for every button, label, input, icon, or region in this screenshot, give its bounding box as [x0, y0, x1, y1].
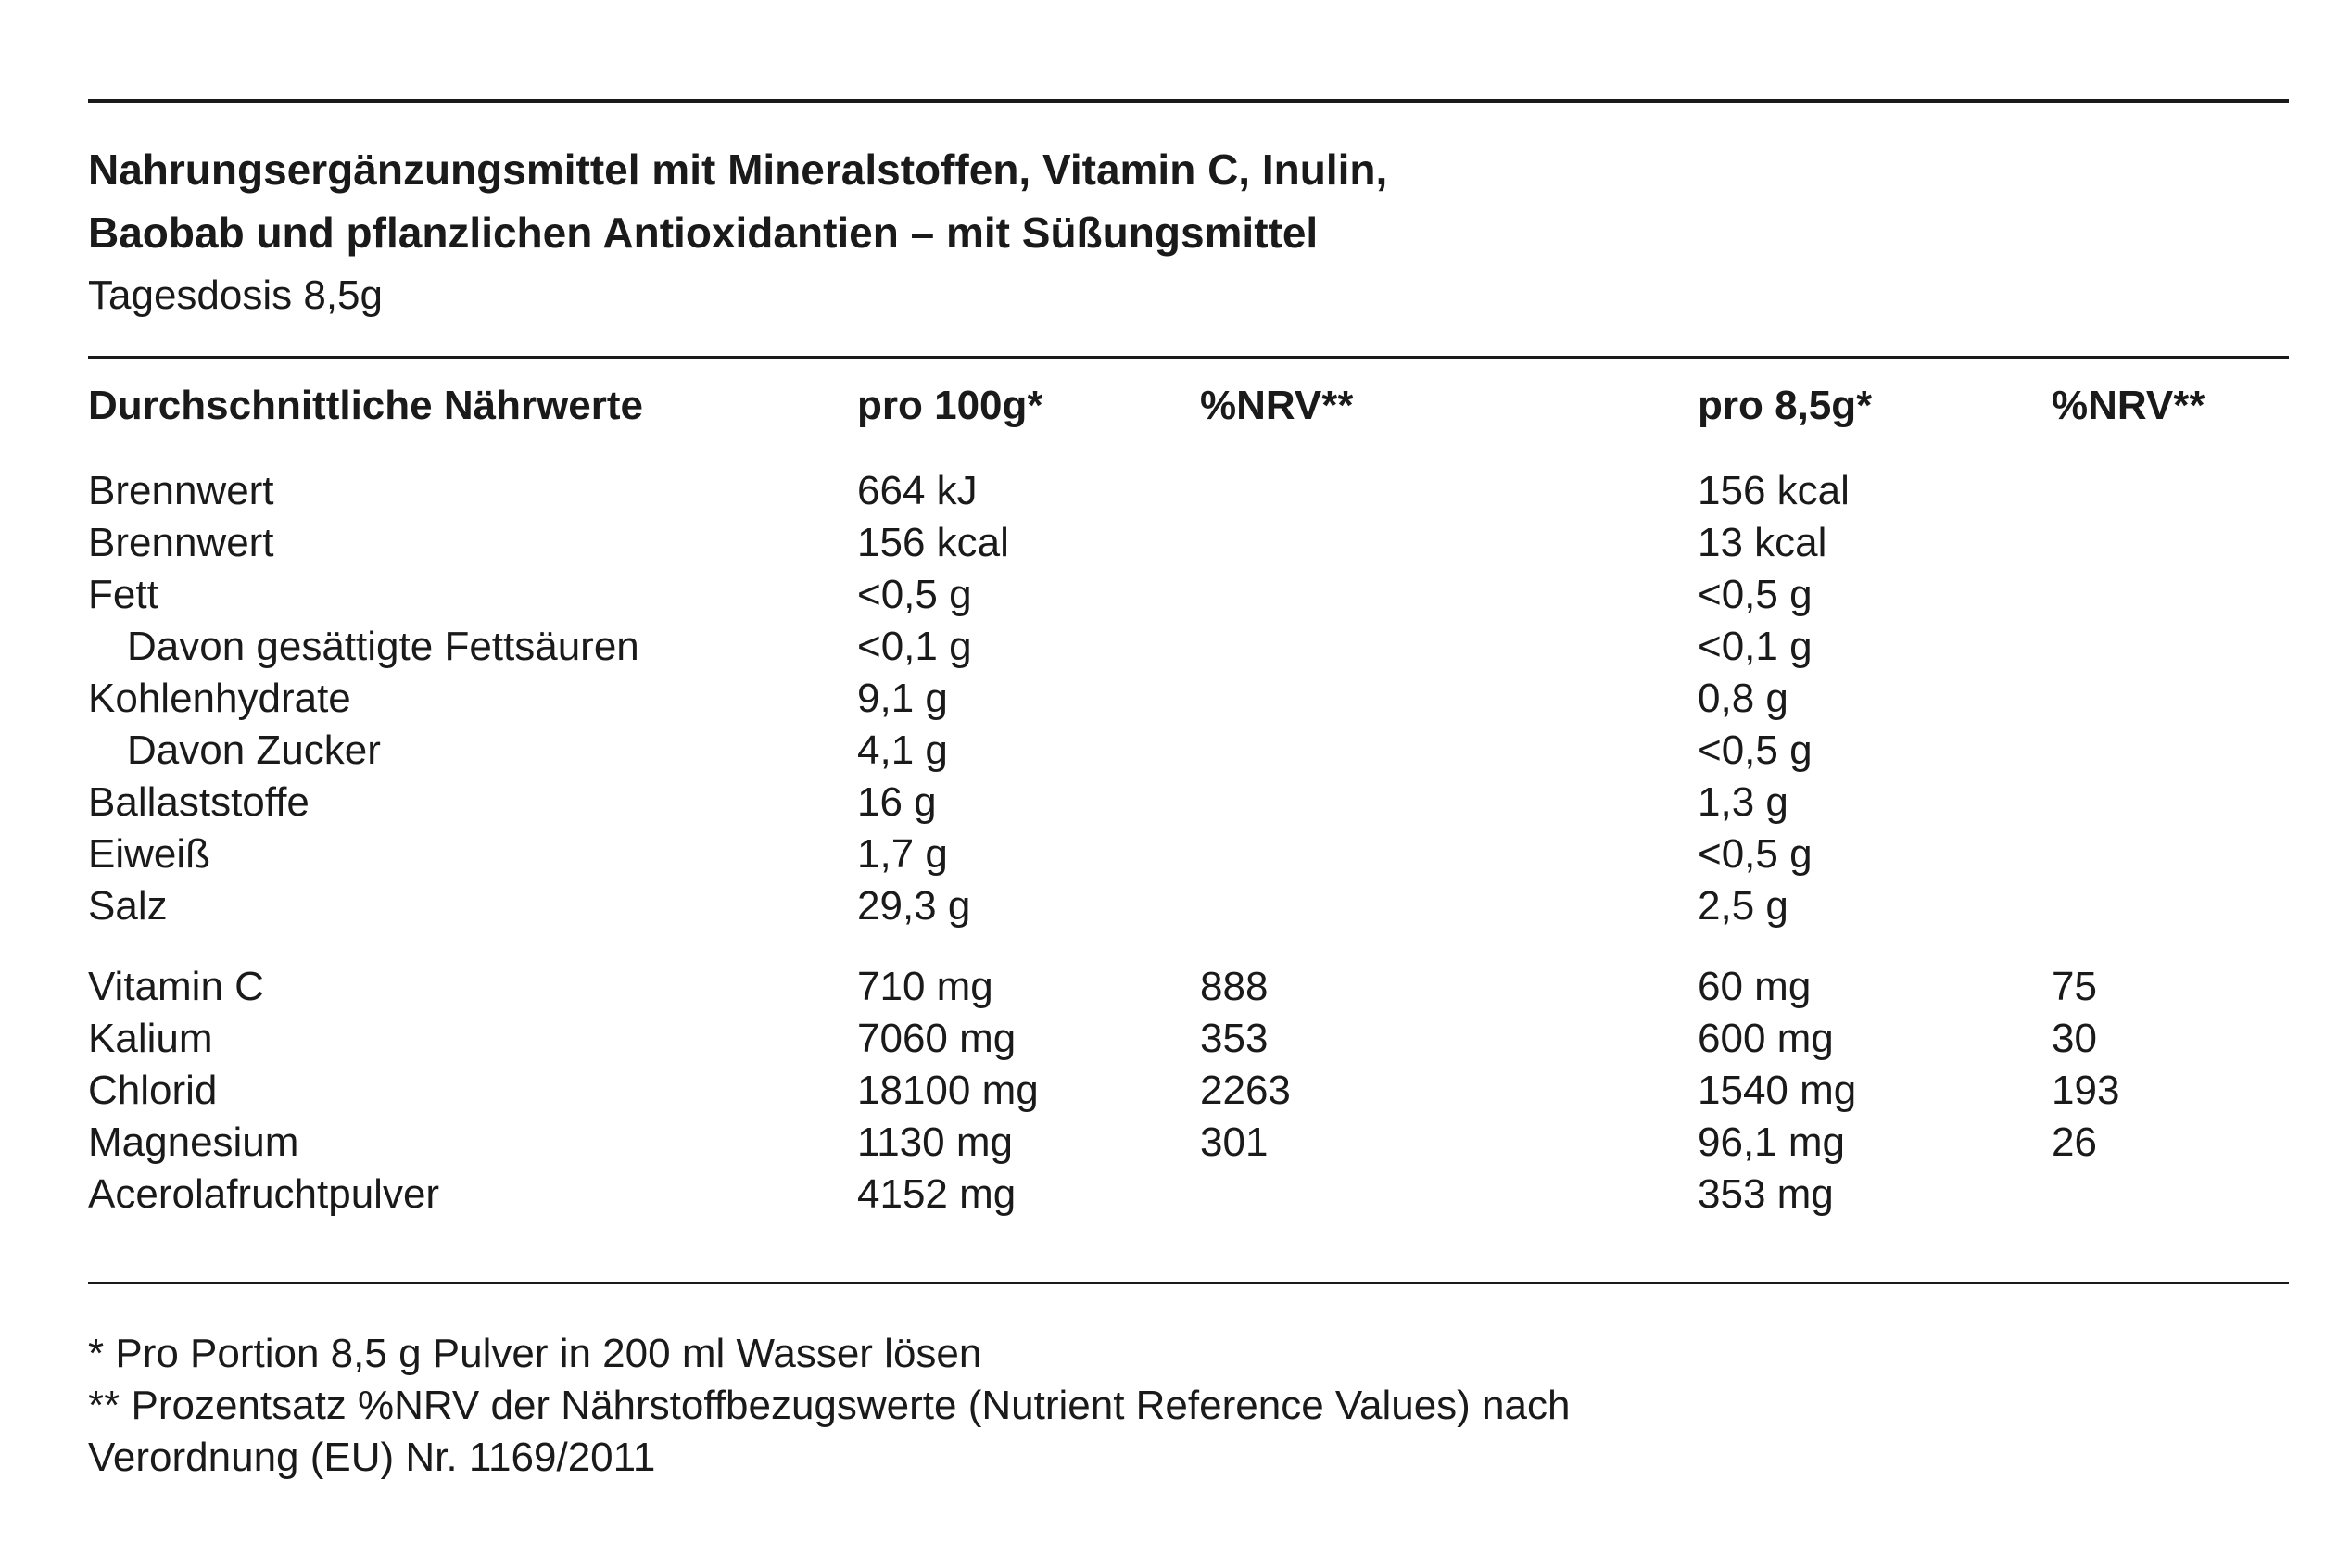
nutrient-label: Vitamin C: [88, 964, 264, 1009]
footnote-portion: * Pro Portion 8,5 g Pulver in 200 ml Wasser lösen: [88, 1331, 982, 1376]
value-per-100g: 29,3 g: [857, 883, 971, 929]
value-per-portion: 2,5 g: [1698, 883, 1788, 929]
value-per-portion: <0,1 g: [1698, 624, 1813, 669]
value-per-100g: 18100 mg: [857, 1068, 1039, 1113]
header-nrv-100g: %NRV**: [1200, 383, 1354, 428]
product-title-line-1: Nahrungsergänzungsmittel mit Mineralstoffen, Vitamin C, Inulin,: [88, 145, 1388, 194]
nutrient-label: Kohlenhydrate: [88, 676, 351, 721]
value-per-portion: 96,1 mg: [1698, 1119, 1845, 1165]
table-row-energy-kj: [88, 465, 2289, 517]
spacer: [88, 432, 2289, 465]
value-per-portion: 156 kcal: [1698, 468, 1850, 513]
bottom-divider: [88, 1282, 2289, 1284]
value-per-100g: 9,1 g: [857, 676, 948, 721]
nutrient-label: Davon gesättigte Fettsäuren: [127, 624, 639, 669]
nutrient-label: Davon Zucker: [127, 727, 381, 773]
table-row-potassium: [88, 1013, 2289, 1065]
footnote-nrv-line-1: ** Prozentsatz %NRV der Nährstoffbezugswerte (Nutrient Reference Values) nach: [88, 1383, 1571, 1428]
value-nrv-100g: 888: [1200, 964, 1269, 1009]
value-nrv-portion: 30: [2052, 1016, 2097, 1061]
value-per-100g: 4,1 g: [857, 727, 948, 773]
value-per-portion: 353 mg: [1698, 1171, 1834, 1217]
nutrient-label: Chlorid: [88, 1068, 218, 1113]
table-row-vitamin-c: [88, 961, 2289, 1013]
spacer: [88, 932, 2289, 961]
value-per-portion: <0,5 g: [1698, 831, 1813, 877]
nutrient-label: Kalium: [88, 1016, 213, 1061]
value-per-portion: <0,5 g: [1698, 727, 1813, 773]
value-nrv-100g: 2263: [1200, 1068, 1291, 1113]
value-nrv-portion: 193: [2052, 1068, 2120, 1113]
value-per-100g: 7060 mg: [857, 1016, 1017, 1061]
nutrient-label: Brennwert: [88, 520, 274, 565]
value-nrv-portion: 75: [2052, 964, 2097, 1009]
nutrient-label: Eiweiß: [88, 831, 211, 877]
daily-dosage: Tagesdosis 8,5g: [88, 272, 383, 318]
top-divider: [88, 99, 2289, 103]
value-per-portion: 600 mg: [1698, 1016, 1834, 1061]
footnotes: [88, 1328, 2289, 1484]
nutrient-label: Fett: [88, 572, 158, 617]
value-per-100g: 664 kJ: [857, 468, 978, 513]
value-per-100g: 156 kcal: [857, 520, 1009, 565]
value-per-100g: 4152 mg: [857, 1171, 1017, 1217]
table-row-saturated-fat: [88, 621, 2289, 673]
product-title-block: [88, 138, 2289, 327]
value-nrv-100g: 353: [1200, 1016, 1269, 1061]
value-per-portion: <0,5 g: [1698, 572, 1813, 617]
header-per-100g: pro 100g*: [857, 383, 1043, 428]
value-per-portion: 0,8 g: [1698, 676, 1788, 721]
table-row-fat: [88, 569, 2289, 621]
nutrition-table: [88, 380, 2289, 1220]
footnote-nrv-line-2: Verordnung (EU) Nr. 1169/2011: [88, 1435, 656, 1480]
table-row-energy-kcal: [88, 517, 2289, 569]
table-row-sugars: [88, 725, 2289, 777]
value-per-100g: 710 mg: [857, 964, 993, 1009]
value-per-portion: 1540 mg: [1698, 1068, 1857, 1113]
table-row-fibre: [88, 777, 2289, 828]
table-row-acerola-powder: [88, 1169, 2289, 1220]
nutrient-label: Magnesium: [88, 1119, 299, 1165]
nutrient-label: Ballaststoffe: [88, 779, 310, 825]
nutrient-label: Salz: [88, 883, 168, 929]
value-per-portion: 13 kcal: [1698, 520, 1827, 565]
header-nutrients: Durchschnittliche Nährwerte: [88, 383, 644, 428]
nutrient-label: Acerolafruchtpulver: [88, 1171, 440, 1217]
value-nrv-portion: 26: [2052, 1119, 2097, 1165]
value-per-100g: 1,7 g: [857, 831, 948, 877]
value-per-portion: 60 mg: [1698, 964, 1812, 1009]
product-title-line-2: Baobab und pflanzlichen Antioxidantien – mit Süßungsmittel: [88, 209, 1319, 257]
table-row-carbohydrates: [88, 673, 2289, 725]
header-divider: [88, 356, 2289, 359]
header-per-portion: pro 8,5g*: [1698, 383, 1873, 428]
table-row-magnesium: [88, 1117, 2289, 1169]
table-row-protein: [88, 828, 2289, 880]
table-header-row: [88, 380, 2289, 432]
value-per-100g: 1130 mg: [857, 1119, 1013, 1165]
value-per-100g: <0,1 g: [857, 624, 972, 669]
value-per-portion: 1,3 g: [1698, 779, 1788, 825]
value-per-100g: 16 g: [857, 779, 937, 825]
table-row-chloride: [88, 1065, 2289, 1117]
nutrient-label: Brennwert: [88, 468, 274, 513]
value-per-100g: <0,5 g: [857, 572, 972, 617]
header-nrv-portion: %NRV**: [2052, 383, 2205, 428]
table-row-salt: [88, 880, 2289, 932]
value-nrv-100g: 301: [1200, 1119, 1269, 1165]
